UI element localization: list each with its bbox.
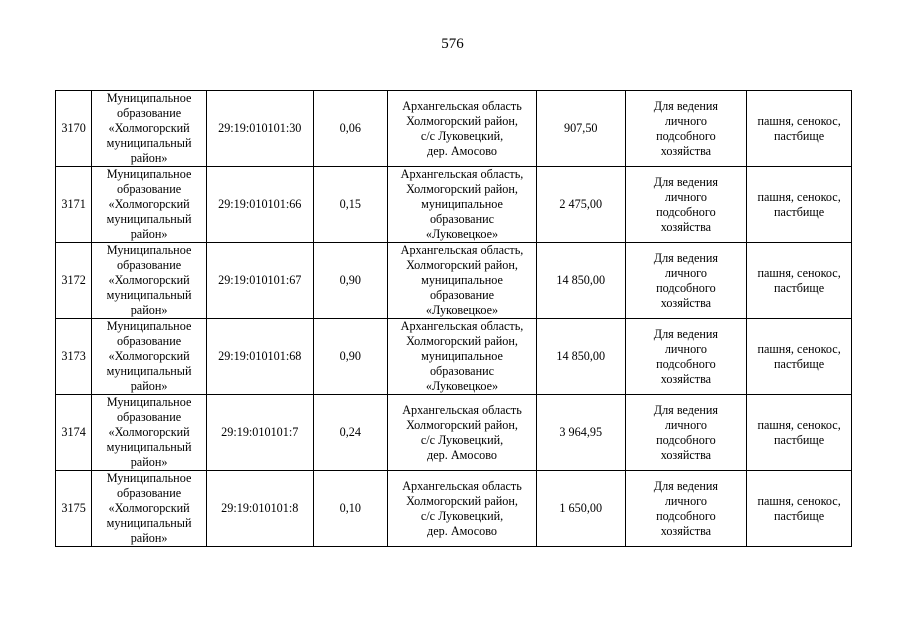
cell-line: личного (664, 265, 707, 280)
cell-line: пашня, сенокос, (757, 113, 841, 128)
record-number-cell: 3170 (56, 91, 92, 167)
cell-line: Для ведения (653, 98, 719, 113)
cell-line: муниципальное (421, 273, 503, 287)
land-plots-table (55, 90, 852, 547)
cell-line: Для ведения (653, 402, 719, 417)
cadastral-number-cell: 29:19:010101:66 (206, 167, 313, 243)
cell-line: подсобного (656, 280, 716, 295)
cell-line: с/с Луковецкий, (420, 508, 504, 523)
cell-line: муниципальный (106, 212, 192, 226)
cell-line: Архангельская область, (400, 319, 524, 333)
record-number-cell: 3175 (56, 471, 92, 547)
cadastral-number-cell: 29:19:010101:67 (206, 243, 313, 319)
cell-line: личного (664, 113, 707, 128)
cell-line: пастбище (774, 356, 825, 371)
cell-line: пастбище (774, 508, 825, 523)
cell-line: Для ведения (653, 174, 719, 189)
owner-cell (92, 395, 207, 471)
cell-line: личного (664, 493, 707, 508)
cell-line: подсобного (656, 432, 716, 447)
permitted-use-cell (625, 395, 747, 471)
owner-cell (92, 319, 207, 395)
land-use-type-cell (747, 91, 852, 167)
land-use-type-cell (747, 395, 852, 471)
record-number-cell: 3173 (56, 319, 92, 395)
cell-line: Архангельская область, (400, 167, 524, 181)
cadastral-number-cell: 29:19:010101:68 (206, 319, 313, 395)
cell-line: образование (117, 258, 182, 272)
cell-line: хозяйства (660, 295, 712, 310)
cell-line: район» (130, 379, 168, 393)
cell-line: муниципальный (106, 364, 192, 378)
cell-line: «Луковецкое» (425, 227, 499, 241)
cell-line: район» (130, 303, 168, 317)
cell-line: подсобного (656, 204, 716, 219)
cell-line: «Холмогорский (108, 349, 190, 363)
cadastral-value-cell: 3 964,95 (536, 395, 625, 471)
cell-line: образование (429, 288, 495, 302)
cell-line: хозяйства (660, 219, 712, 234)
table-row (56, 243, 852, 319)
area-cell: 0,06 (313, 91, 387, 167)
cell-line: хозяйства (660, 447, 712, 462)
cell-line: Холмогорский район, (406, 182, 518, 196)
owner-cell (92, 243, 207, 319)
cadastral-number-cell: 29:19:010101:8 (206, 471, 313, 547)
cell-line: район» (130, 151, 168, 165)
record-number-cell: 3171 (56, 167, 92, 243)
permitted-use-cell (625, 167, 747, 243)
cell-line: подсобного (656, 356, 716, 371)
cell-line: пастбище (774, 128, 825, 143)
cell-line: образование (117, 334, 182, 348)
cadastral-number-cell: 29:19:010101:7 (206, 395, 313, 471)
cell-line: образование (117, 106, 182, 120)
cell-line: Холмогорский район, (406, 493, 518, 508)
table-row (56, 471, 852, 547)
cadastral-value-cell: 14 850,00 (536, 243, 625, 319)
cell-line: Муниципальное (106, 395, 192, 409)
cell-line: район» (130, 227, 168, 241)
cell-line: Архангельская область (402, 478, 522, 493)
cadastral-value-cell: 1 650,00 (536, 471, 625, 547)
cell-line: образование (117, 182, 182, 196)
cell-line: Муниципальное (106, 319, 192, 333)
cell-line: личного (664, 341, 707, 356)
cell-line: пашня, сенокос, (757, 189, 841, 204)
cell-line: Для ведения (653, 478, 719, 493)
cell-line: «Луковецкое» (425, 303, 499, 317)
table-body (56, 91, 852, 547)
cell-line: Архангельская область (402, 402, 522, 417)
cell-line: образование (117, 486, 182, 500)
cell-line: муниципальный (106, 288, 192, 302)
cell-line: пастбище (774, 432, 825, 447)
cell-line: район» (130, 531, 168, 545)
cell-line: образованис (429, 212, 495, 226)
cell-line: пашня, сенокос, (757, 493, 841, 508)
permitted-use-cell (625, 319, 747, 395)
cell-line: пастбище (774, 204, 825, 219)
table-row (56, 167, 852, 243)
cell-line: муниципальное (421, 349, 503, 363)
permitted-use-cell (625, 471, 747, 547)
cell-line: хозяйства (660, 143, 712, 158)
cell-line: Для ведения (653, 326, 719, 341)
cell-line: муниципальный (106, 136, 192, 150)
cell-line: Архангельская область, (400, 243, 524, 257)
area-cell: 0,15 (313, 167, 387, 243)
cell-line: муниципальный (106, 516, 192, 530)
cell-line: «Холмогорский (108, 501, 190, 515)
area-cell: 0,90 (313, 319, 387, 395)
cell-line: Холмогорский район, (406, 417, 518, 432)
address-cell (388, 395, 537, 471)
cell-line: «Луковецкое» (425, 379, 499, 393)
cadastral-value-cell: 14 850,00 (536, 319, 625, 395)
cell-line: образование (117, 410, 182, 424)
cell-line: Муниципальное (106, 91, 192, 105)
address-cell (388, 319, 537, 395)
owner-cell (92, 471, 207, 547)
owner-cell (92, 91, 207, 167)
cadastral-value-cell: 907,50 (536, 91, 625, 167)
permitted-use-cell (625, 243, 747, 319)
land-use-type-cell (747, 471, 852, 547)
cell-line: с/с Луковецкий, (420, 432, 504, 447)
address-cell (388, 91, 537, 167)
cell-line: «Холмогорский (108, 197, 190, 211)
cell-line: Муниципальное (106, 471, 192, 485)
cell-line: дер. Амосово (427, 523, 497, 538)
address-cell (388, 243, 537, 319)
table-row (56, 91, 852, 167)
cell-line: Холмогорский район, (406, 334, 518, 348)
cell-line: Для ведения (653, 250, 719, 265)
address-cell (388, 167, 537, 243)
permitted-use-cell (625, 91, 747, 167)
cell-line: район» (130, 455, 168, 469)
cell-line: «Холмогорский (108, 273, 190, 287)
cell-line: муниципальный (106, 440, 192, 454)
cell-line: пастбище (774, 280, 825, 295)
cell-line: Холмогорский район, (406, 113, 518, 128)
record-number-cell: 3174 (56, 395, 92, 471)
cell-line: с/с Луковецкий, (420, 128, 504, 143)
cell-line: «Холмогорский (108, 425, 190, 439)
cell-line: пашня, сенокос, (757, 265, 841, 280)
land-use-type-cell (747, 319, 852, 395)
record-number-cell: 3172 (56, 243, 92, 319)
cell-line: личного (664, 189, 707, 204)
cell-line: Муниципальное (106, 167, 192, 181)
cell-line: личного (664, 417, 707, 432)
cell-line: Холмогорский район, (406, 258, 518, 272)
cell-line: подсобного (656, 128, 716, 143)
cell-line: образованис (429, 364, 495, 378)
cell-line: хозяйства (660, 371, 712, 386)
cadastral-number-cell: 29:19:010101:30 (206, 91, 313, 167)
cell-line: Муниципальное (106, 243, 192, 257)
address-cell (388, 471, 537, 547)
cell-line: «Холмогорский (108, 121, 190, 135)
cell-line: дер. Амосово (427, 447, 497, 462)
area-cell: 0,24 (313, 395, 387, 471)
cadastral-value-cell: 2 475,00 (536, 167, 625, 243)
cell-line: подсобного (656, 508, 716, 523)
cell-line: дер. Амосово (427, 143, 497, 158)
cell-line: муниципальное (421, 197, 503, 211)
land-use-type-cell (747, 243, 852, 319)
cell-line: хозяйства (660, 523, 712, 538)
land-use-type-cell (747, 167, 852, 243)
cell-line: Архангельская область (402, 98, 522, 113)
area-cell: 0,10 (313, 471, 387, 547)
area-cell: 0,90 (313, 243, 387, 319)
page-number: 576 (441, 36, 464, 52)
table-row (56, 319, 852, 395)
owner-cell (92, 167, 207, 243)
table-row (56, 395, 852, 471)
cell-line: пашня, сенокос, (757, 341, 841, 356)
cell-line: пашня, сенокос, (757, 417, 841, 432)
